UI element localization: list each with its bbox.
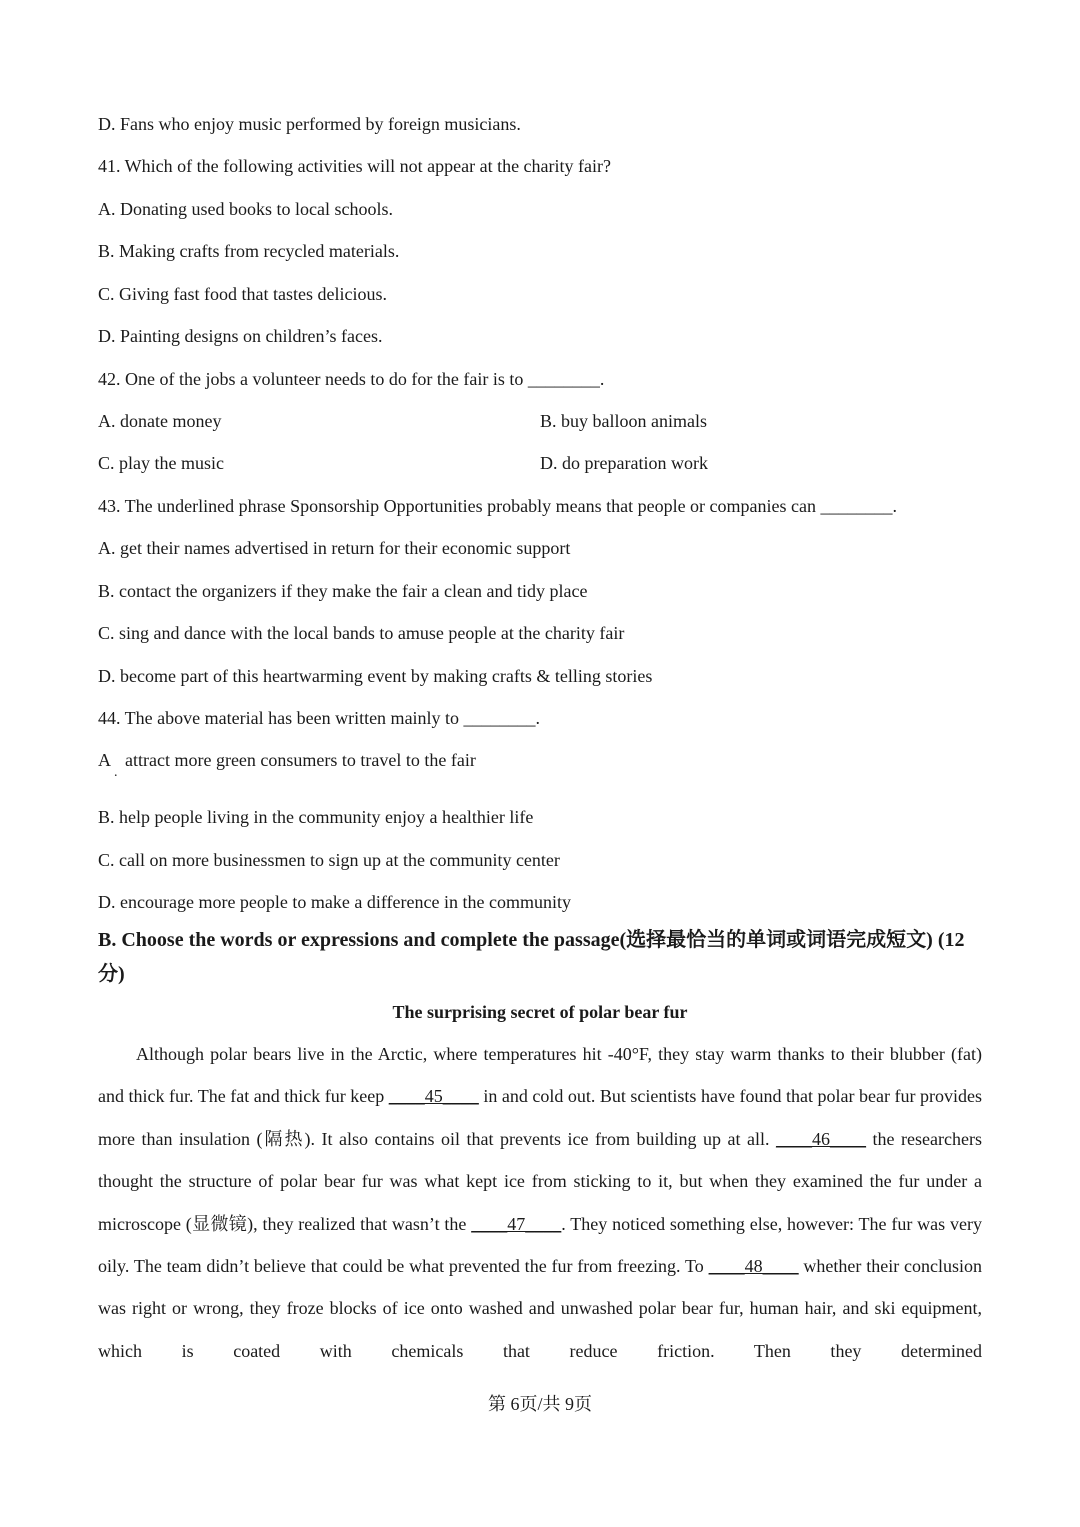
blank-48: ____48____: [708, 1256, 799, 1277]
blank-47: ____47____: [471, 1213, 562, 1234]
blank-45: ____45____: [388, 1086, 479, 1107]
passage-text-4: . They noticed something else, however: The fur was very oily. The team didn’t believe that could be what prevented the fur from freezing. To: [98, 1213, 982, 1277]
passage-body: [98, 1033, 982, 1372]
passage-title: The surprising secret of polar bear fur: [392, 1002, 688, 1022]
passage-text-5: whether their conclusion was right or wrong, they froze blocks of ice onto washed and unwashed polar bear fur, human hair, and ski equipment, which is coated with chemicals that reduce friction. Then they determined: [98, 1256, 982, 1361]
q41-option-b: B. Making crafts from recycled materials.: [98, 241, 400, 261]
q41-option-c: C. Giving fast food that tastes delicious.: [98, 284, 387, 304]
q43-option-b: B. contact the organizers if they make the fair a clean and tidy place: [98, 581, 588, 601]
passage-text-3: the researchers thought the structure of polar bear fur was what kept ice from sticking to it, but when they examined the fur under a microscope (显微镜), they realized that wasn’t the: [98, 1128, 982, 1234]
passage-text-2: in and cold out. But scientists have found that polar bear fur provides more than insulation (隔热). It also contains oil that prevents ice from building up at all.: [98, 1086, 982, 1149]
q43-stem: 43. The underlined phrase Sponsorship Opportunities probably means that people or companies can ________.: [98, 496, 898, 516]
blank-46: ____46____: [776, 1128, 867, 1149]
q42-option-d: D. do preparation work: [540, 453, 708, 473]
q41-option-a: A. Donating used books to local schools.: [98, 199, 393, 219]
q43-option-a: A. get their names advertised in return for their economic support: [98, 538, 571, 558]
passage-text-1: Although polar bears live in the Arctic, where temperatures hit -40°F, they stay warm thanks to their blubber (fat) and thick fur. The fat and thick fur keep: [98, 1044, 982, 1107]
q42-stem: 42. One of the jobs a volunteer needs to do for the fair is to ________.: [98, 369, 605, 389]
q43-option-c: C. sing and dance with the local bands to amuse people at the charity fair: [98, 623, 625, 643]
page-footer: 第 6页/共 9页: [487, 1394, 592, 1414]
q44-option-a-text: attract more green consumers to travel to the fair: [125, 750, 476, 770]
q44-option-d: D. encourage more people to make a difference in the community: [98, 892, 571, 912]
q44-option-a-letter: A: [98, 750, 111, 770]
section-b-heading: B. Choose the words or expressions and complete the passage(选择最恰当的单词或词语完成短文) (12 分): [98, 929, 965, 985]
q44-option-c: C. call on more businessmen to sign up at the community center: [98, 850, 560, 870]
q44-option-b: B. help people living in the community enjoy a healthier life: [98, 807, 534, 827]
q43-option-d: D. become part of this heartwarming event by making crafts & telling stories: [98, 666, 653, 686]
q41-stem: 41. Which of the following activities will not appear at the charity fair?: [98, 156, 611, 176]
q44-option-a-dot: .: [114, 765, 118, 780]
q40-option-d: D. Fans who enjoy music performed by foreign musicians.: [98, 114, 521, 134]
q42-option-b: B. buy balloon animals: [540, 411, 707, 431]
q42-option-c: C. play the music: [98, 453, 224, 473]
q44-stem: 44. The above material has been written mainly to ________.: [98, 708, 541, 728]
q42-option-a: A. donate money: [98, 411, 222, 431]
q41-option-d: D. Painting designs on children’s faces.: [98, 326, 383, 346]
